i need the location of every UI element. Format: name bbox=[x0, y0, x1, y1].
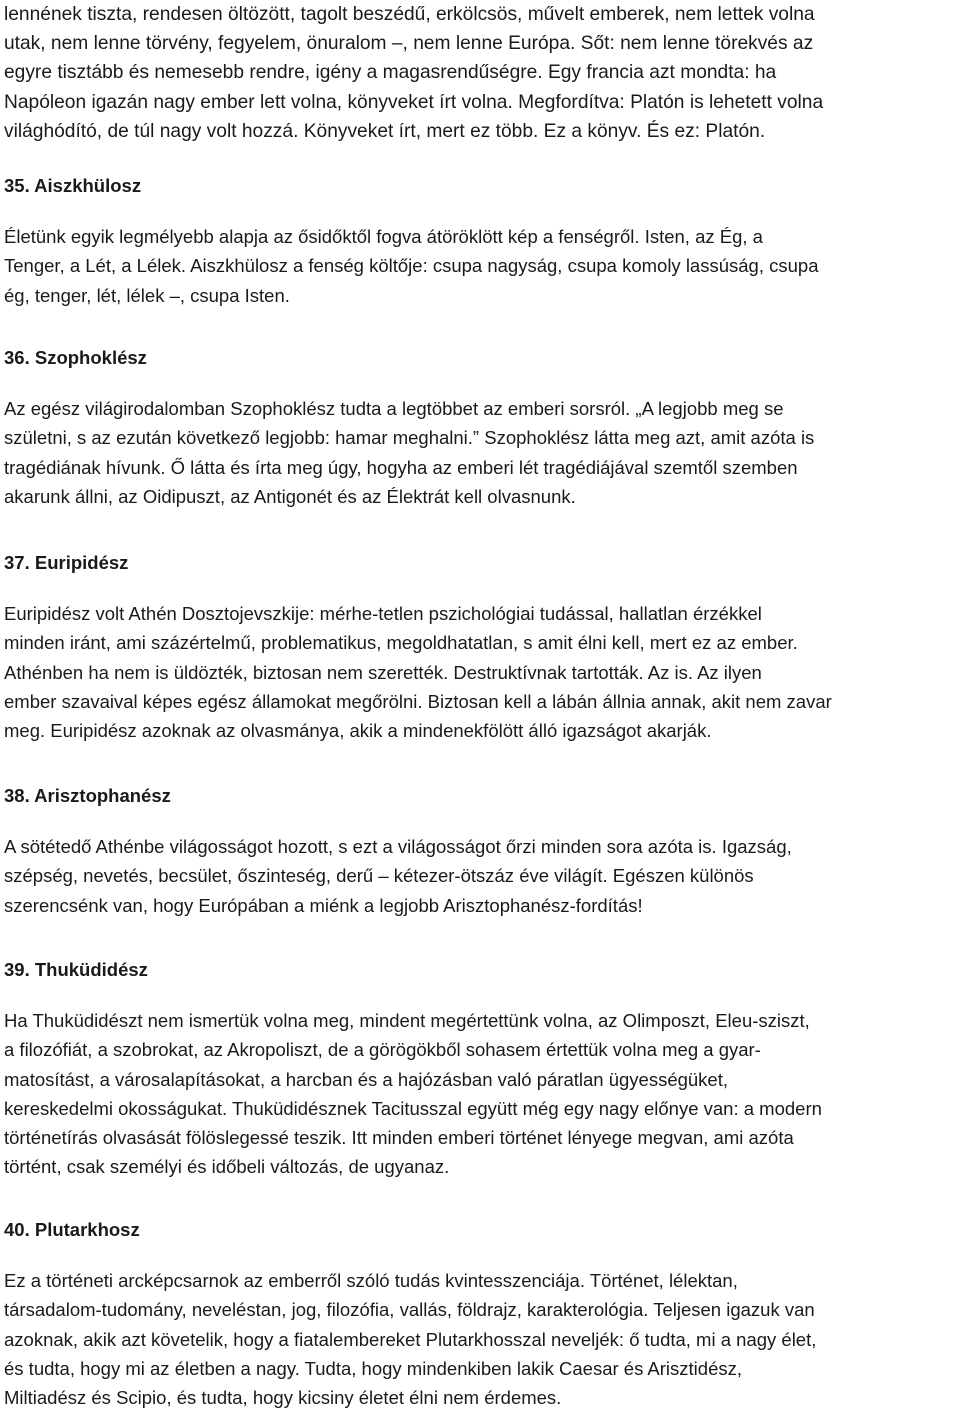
section-thukudidesz bbox=[4, 958, 956, 1182]
text-line: Ha Thuküdidészt nem ismertük volna meg, mindent megértettünk volna, az Olimposzt, Eleu-sziszt, bbox=[4, 1010, 810, 1031]
text-line: Athénben ha nem is üldözték, biztosan nem szerették. Destruktívnak tartották. Az is. Az ilyen bbox=[4, 661, 762, 683]
section-paragraph bbox=[4, 599, 956, 745]
text-line: utak, nem lenne törvény, fegyelem, önuralom –, nem lenne Európa. Sőt: nem lenne törekvés az bbox=[4, 33, 814, 55]
section-paragraph bbox=[4, 222, 956, 310]
text-line: szerencsénk van, hogy Európában a miénk a legjobb Arisztophanész-fordítás! bbox=[4, 894, 643, 916]
text-line: szépség, nevetés, becsület, őszinteség, derű – kétezer-ötszáz éve világít. Egészen különös bbox=[4, 865, 754, 887]
text-line: tragédiának hívunk. Ő látta és írta meg úgy, hogyha az emberi lét tragédiájával szemtől szemben bbox=[4, 456, 798, 478]
text-line: Euripidész volt Athén Dosztojevszkije: mérhe-tetlen pszichológiai tudással, hallatlan érzékkel bbox=[4, 603, 762, 624]
text-line: akarunk állni, az Oidipuszt, az Antigonét és az Élektrát kell olvasnunk. bbox=[4, 485, 576, 507]
text-line: történetírás olvasását fölöslegessé teszik. Itt minden emberi történet lényege megvan, ami azóta bbox=[4, 1127, 794, 1149]
text-line: meg. Euripidész azoknak az olvasmánya, akik a mindenekfölött álló igazságot akarják. bbox=[4, 720, 712, 742]
text-line: matosítást, a városalapításokat, a harcban és a hajózásban való páratlan ügyességüket, bbox=[4, 1068, 729, 1090]
section-plutarkhosz bbox=[4, 1218, 956, 1412]
section-heading: 35. Aiszkhülosz bbox=[4, 175, 142, 196]
section-paragraph bbox=[4, 1266, 956, 1412]
text-line: egyre tisztább és nemesebb rendre, igény a magasrendűségre. Egy francia azt mondta: ha bbox=[4, 62, 777, 84]
section-szophoklesz bbox=[4, 346, 956, 511]
section-aiszkhulosz bbox=[4, 174, 956, 310]
text-line: minden iránt, ami százértelmű, problematikus, megoldhatatlan, s amit élni kell, mert ez az ember. bbox=[4, 632, 798, 654]
section-paragraph bbox=[4, 832, 956, 920]
section-heading: 37. Euripidész bbox=[4, 552, 129, 573]
text-line: Napóleon igazán nagy ember lett volna, könyveket írt volna. Megfordítva: Platón is lehetett volna bbox=[4, 91, 824, 113]
text-line: ég, tenger, lét, lélek –, csupa Isten. bbox=[4, 284, 290, 306]
text-line: A sötétedő Athénbe világosságot hozott, s ezt a világosságot őrzi minden sora azóta is. Igazság, bbox=[4, 836, 792, 857]
text-line: lennének tiszta, rendesen öltözött, tagolt beszédű, erkölcsös, művelt emberek, nem lettek volna bbox=[4, 4, 815, 25]
text-line: világhódító, de túl nagy volt hozzá. Könyveket írt, mert ez több. Ez a könyv. És ez: Platón. bbox=[4, 120, 766, 142]
section-paragraph bbox=[4, 394, 956, 511]
section-heading: 38. Arisztophanész bbox=[4, 785, 171, 806]
section-heading: 40. Plutarkhosz bbox=[4, 1219, 140, 1240]
section-heading: 39. Thuküdidész bbox=[4, 959, 148, 980]
text-line: történt, csak személyi és időbeli változás, de ugyanaz. bbox=[4, 1156, 450, 1178]
text-line: és tudta, hogy mi az életben a nagy. Tudta, hogy mindenkiben lakik Caesar és Arisztidész, bbox=[4, 1357, 743, 1379]
text-line: Az egész világirodalomban Szophoklész tudta a legtöbbet az emberi sorsról. „A legjobb meg se bbox=[4, 398, 784, 419]
text-line: Miltiadész és Scipio, és tudta, hogy kicsiny életet élni nem érdemes. bbox=[4, 1387, 562, 1409]
section-heading: 36. Szophoklész bbox=[4, 347, 147, 368]
section-paragraph bbox=[4, 1006, 956, 1182]
text-line: társadalom-tudomány, neveléstan, jog, filozófia, vallás, földrajz, karakterológia. Teljesen igazuk van bbox=[4, 1299, 815, 1321]
text-line: kereskedelmi okosságukat. Thuküdidésznek Tacitusszal együtt még egy nagy előnye van: a modern bbox=[4, 1097, 822, 1119]
text-line: Ez a történeti arcképcsarnok az emberről szóló tudás kvintesszenciája. Történet, lélektan, bbox=[4, 1270, 738, 1291]
section-euripidesz bbox=[4, 551, 956, 745]
intro-paragraph bbox=[4, 0, 954, 146]
text-line: a filozófiát, a szobrokat, az Akropoliszt, de a görögökből sohasem értettük volna meg a gyar- bbox=[4, 1039, 761, 1061]
text-line: azoknak, akik azt követelik, hogy a fiatalembereket Plutarkhosszal neveljék: ő tudta, mi a nagy élet, bbox=[4, 1328, 817, 1350]
text-line: Tenger, a Lét, a Lélek. Aiszkhülosz a fenség költője: csupa nagyság, csupa komoly lassúság, csupa bbox=[4, 255, 819, 277]
text-line: Életünk egyik legmélyebb alapja az ősidőktől fogva átöröklött kép a fenségről. Isten, az Ég, a bbox=[4, 226, 763, 247]
text-line: születni, s az ezután következő legjobb: hamar meghalni.” Szophoklész látta meg azt, amit azóta is bbox=[4, 427, 815, 449]
section-arisztophanesz bbox=[4, 784, 956, 920]
text-line: ember szavaival képes egész államokat megőrölni. Biztosan kell a lábán állnia annak, akit nem zavar bbox=[4, 690, 832, 712]
